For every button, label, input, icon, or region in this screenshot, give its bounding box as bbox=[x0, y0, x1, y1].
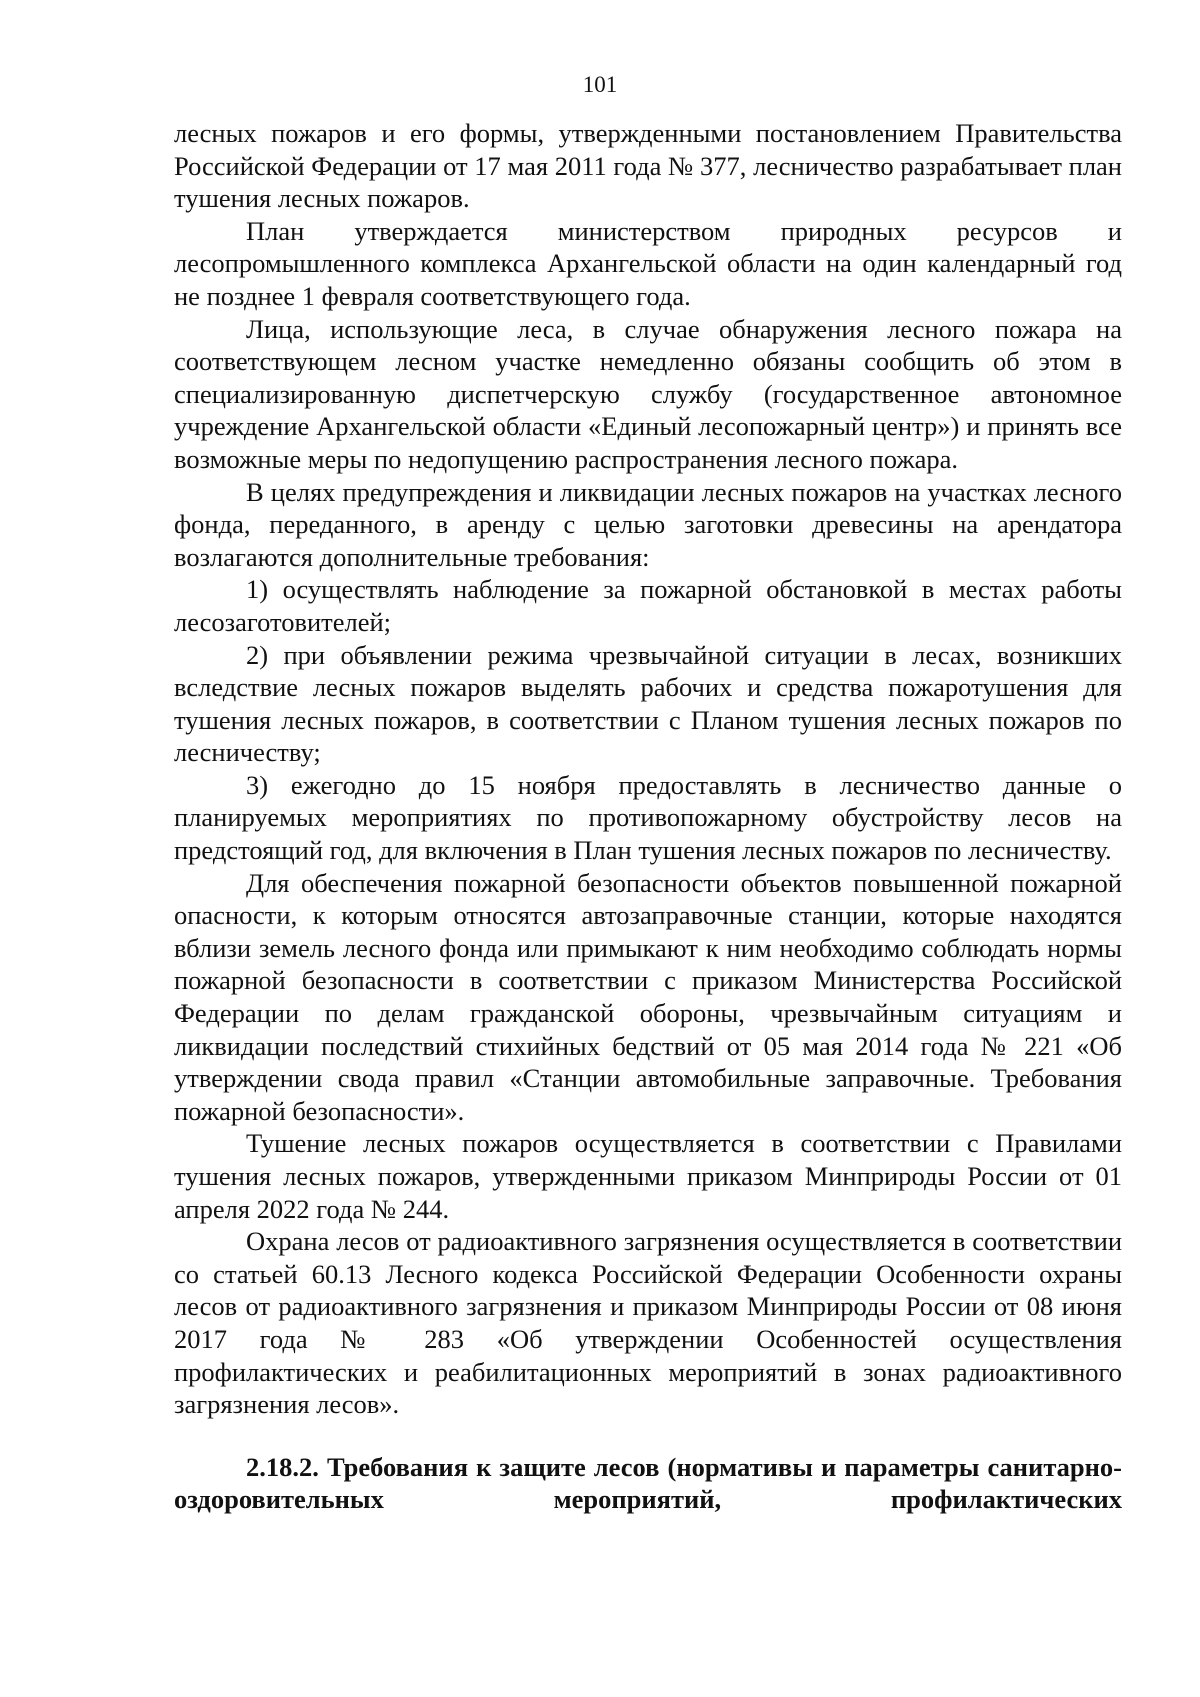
document-body bbox=[174, 117, 1122, 1516]
paragraph-fire-reporting: Лица, использующие леса, в случае обнаружения лесного пожара на соответствующем лесном участке немедленно обязаны сообщить об этом в специализированную диспетчерскую службу (государственное автономное учреждение Архангельской области «Единый лесопожарный центр») и принять все возможные меры по недопущению распространения лесного пожара. bbox=[174, 313, 1122, 474]
paragraph-plan-approval: План утверждается министерством природных ресурсов и лесопромышленного комплекса Архангельской области на один календарный год не позднее 1 февраля соответствующего года. bbox=[174, 215, 1122, 311]
paragraph-fuel-stations: Для обеспечения пожарной безопасности объектов повышенной пожарной опасности, к которым относятся автозаправочные станции, которые находятся вблизи земель лесного фонда или примыкают к ним необходимо соблюдать нормы пожарной безопасности в соответствии с приказом Министерства Российской Федерации по делам гражданской обороны, чрезвычайным ситуациям и ликвидации последствий стихийных бедствий от 05 мая 2014 года № 221 «Об утверждении свода правил «Станции автомобильные заправочные. Требования пожарной безопасности». bbox=[174, 867, 1122, 1126]
list-item-3: 3) ежегодно до 15 ноября предоставлять в лесничество данные о планируемых мероприятиях по противопожарному обустройству лесов на предстоящий год, для включения в План тушения лесных пожаров по лесничеству. bbox=[174, 769, 1122, 866]
paragraph-fire-suppression-rules: Тушение лесных пожаров осуществляется в соответствии с Правилами тушения лесных пожаров, утвержденными приказом Минприроды России от 01 апреля 2022 года № 244. bbox=[174, 1128, 1122, 1224]
list-item-1: 1) осуществлять наблюдение за пожарной обстановкой в местах работы лесозаготовителей; bbox=[174, 574, 1122, 637]
page-number: 101 bbox=[582, 72, 618, 97]
list-item-2: 2) при объявлении режима чрезвычайной ситуации в лесах, возникших вследствие лесных пожаров выделять рабочих и средства пожаротушения для тушения лесных пожаров, в соответствии с Планом тушения лесных пожаров по лесничеству; bbox=[174, 639, 1122, 768]
paragraph-continuation: лесных пожаров и его формы, утвержденными постановлением Правительства Российской Федерации от 17 мая 2011 года № 377, лесничество разрабатывает план тушения лесных пожаров. bbox=[174, 118, 1122, 214]
section-heading: 2.18.2. Требования к защите лесов (нормативы и параметры санитарно-оздоровительных мероприятий, профилактических bbox=[174, 1451, 1122, 1515]
paragraph-lessee-requirements: В целях предупреждения и ликвидации лесных пожаров на участках лесного фонда, переданного, в аренду с целью заготовки древесины на арендатора возлагаются дополнительные требования: bbox=[174, 476, 1122, 572]
paragraph-radioactive-protection: Охрана лесов от радиоактивного загрязнения осуществляется в соответствии со статьей 60.13 Лесного кодекса Российской Федерации Особенности охраны лесов от радиоактивного загрязнения и приказом Минприроды России от 08 июня 2017 года № 283 «Об утверждении Особенностей осуществления профилактических и реабилитационных мероприятий в зонах радиоактивного загрязнения лесов». bbox=[174, 1226, 1122, 1420]
